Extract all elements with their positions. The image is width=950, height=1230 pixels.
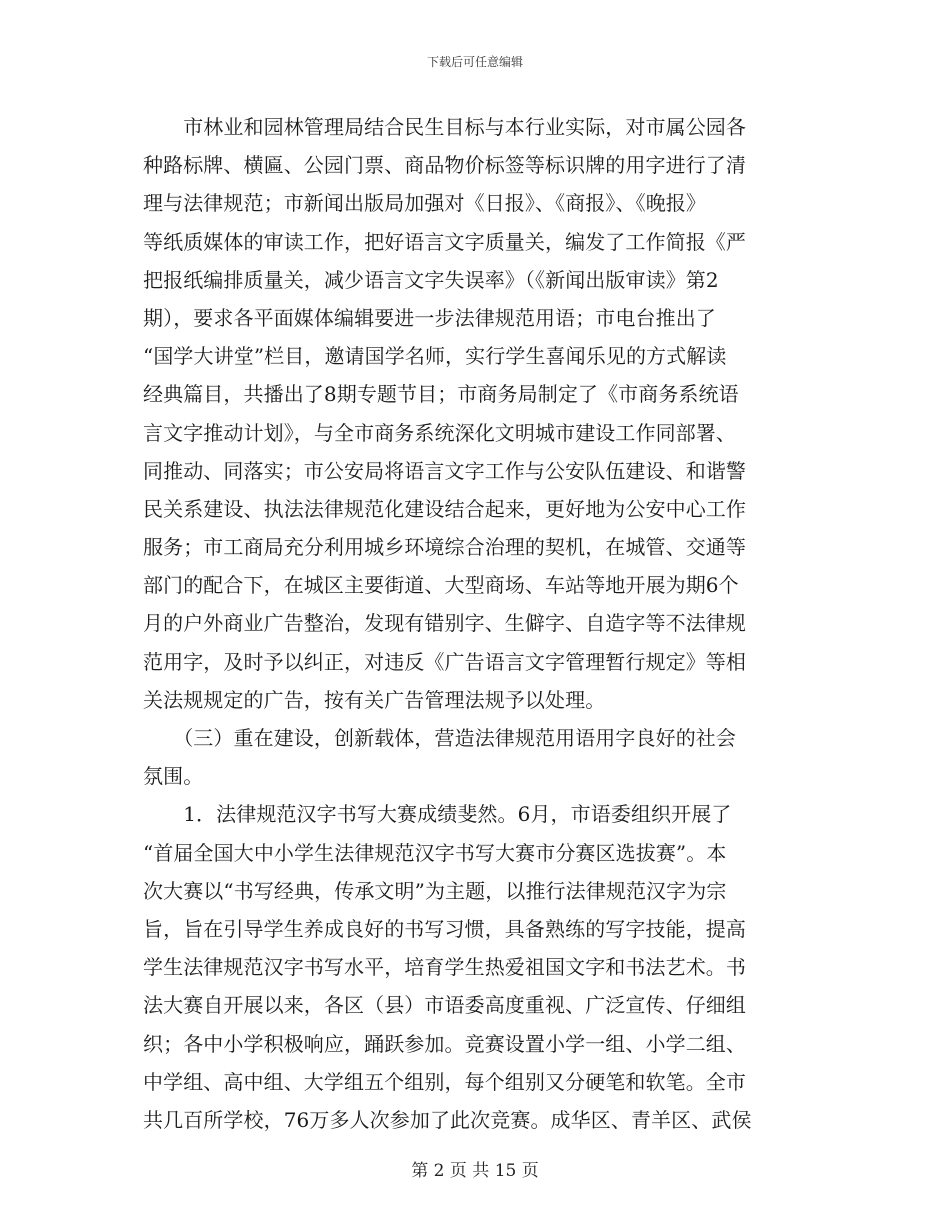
body-line: “首届全国大中小学生法律规范汉字书写大赛市分赛区选拔赛”。本 <box>143 840 727 865</box>
body-line: 民关系建设、执法法律规范化建设结合起来，更好地为公安中心工作 <box>143 496 746 521</box>
body-line: 学生法律规范汉字书写水平，培育学生热爱祖国文字和书法艺术。书 <box>143 955 746 980</box>
body-line: 种路标牌、横匾、公园门票、商品物价标签等标识牌的用字进行了清 <box>143 153 746 178</box>
body-line: 同推动、同落实；市公安局将语言文字工作与公安队伍建设、和谐警 <box>143 458 746 483</box>
body-line: 言文字推动计划》，与全市商务系统深化文明城市建设工作同部署、 <box>143 420 736 445</box>
body-line: 中学组、高中组、大学组五个组别，每个组别又分硬笔和软笔。全市 <box>143 1069 746 1094</box>
body-line: 关法规规定的广告，按有关广告管理法规予以处理。 <box>143 687 606 712</box>
section-heading-line: （三）重在建设，创新载体，营造法律规范用语用字良好的社会 <box>143 726 736 750</box>
body-line: 市林业和园林管理局结合民生目标与本行业实际，对市属公园各 <box>143 115 746 139</box>
body-line: 理与法律规范；市新闻出版局加强对《日报》、《商报》、《晚报》 <box>143 191 706 216</box>
body-line: “国学大讲堂”栏目，邀请国学名师，实行学生喜闻乐见的方式解读 <box>143 344 727 369</box>
body-line: 经典篇目，共播出了8期专题节目；市商务局制定了《市商务系统语 <box>143 382 739 407</box>
body-line: 期），要求各平面媒体编辑要进一步法律规范用语；市电台推出了 <box>143 305 716 330</box>
page-header-note: 下载后可任意编辑 <box>426 55 523 69</box>
body-line: 部门的配合下，在城区主要街道、大型商场、车站等地开展为期6个 <box>143 573 739 598</box>
body-line: 织；各中小学积极响应，踊跃参加。竞赛设置小学一组、小学二组、 <box>143 1031 746 1056</box>
body-line: 月的户外商业广告整治，发现有错别字、生僻字、自造字等不法律规 <box>143 611 746 636</box>
body-line: 范用字，及时予以纠正，对违反《广告语言文字管理暂行规定》等相 <box>143 649 746 674</box>
body-line: 共几百所学校，76万多人次参加了此次竞赛。成华区、青羊区、武侯 <box>143 1107 752 1132</box>
body-line: 旨，旨在引导学生养成良好的书写习惯，具备熟练的写字技能，提高 <box>143 916 746 941</box>
body-line: 次大赛以“书写经典，传承文明”为主题，以推行法律规范汉字为宗 <box>143 878 727 903</box>
document-body <box>143 108 815 1139</box>
body-line: 等纸质媒体的审读工作，把好语言文字质量关，编发了工作简报《严 <box>143 229 746 254</box>
body-line: 1．法律规范汉字书写大赛成绩斐然。6月，市语委组织开展了 <box>143 802 732 827</box>
body-line: 把报纸编排质量关，减少语言文字失误率》（《新闻出版审读》第2 <box>143 267 719 292</box>
page-number-footer: 第 2 页 共 15 页 <box>411 1161 539 1181</box>
body-line: 服务；市工商局充分利用城乡环境综合治理的契机，在城管、交通等 <box>143 535 746 560</box>
body-line: 法大赛自开展以来，各区（县）市语委高度重视、广泛宣传、仔细组 <box>143 993 746 1018</box>
section-heading-line: 氛围。 <box>143 764 204 789</box>
